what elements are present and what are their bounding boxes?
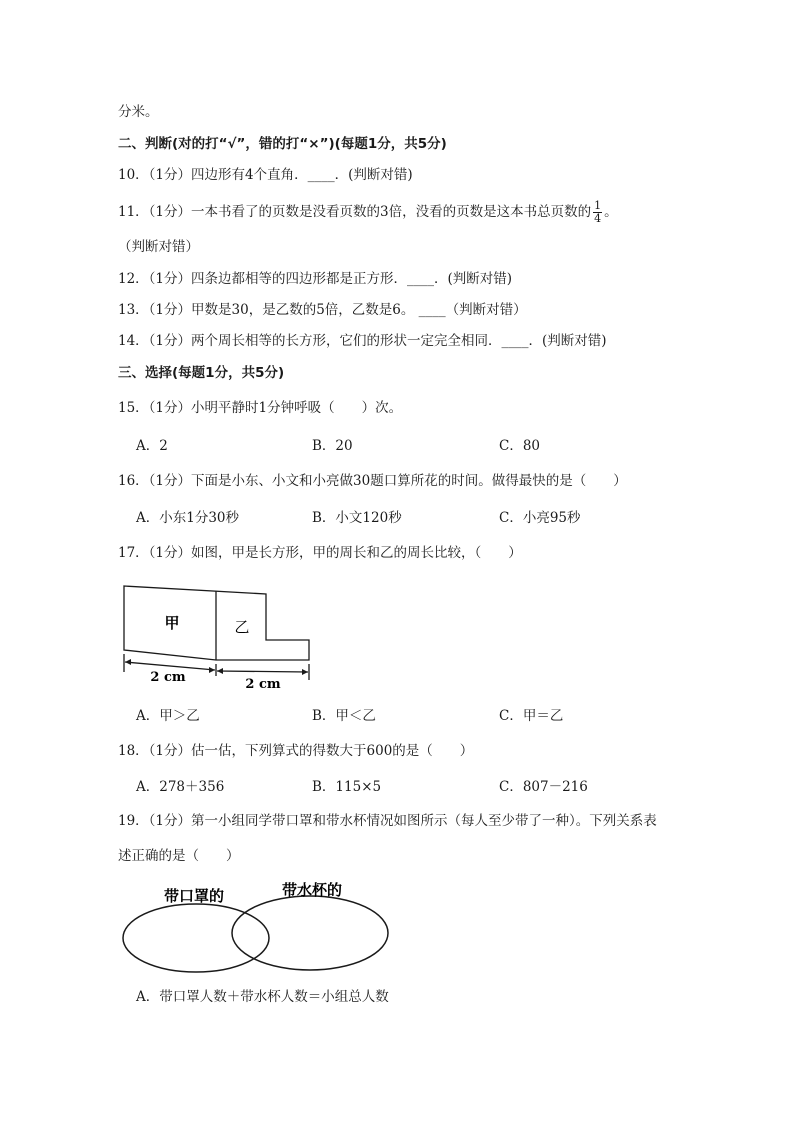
fraction-one-quarter	[593, 200, 602, 225]
venn-cup-ellipse	[232, 896, 388, 970]
section3-heading: 三、选择(每题1分，共5分)	[118, 365, 285, 381]
question-10: 10．（1分）四边形有4个直角．____．(判断对错)	[118, 167, 413, 183]
q15-option-c[interactable]: C．80	[499, 438, 541, 454]
question-11-tail: 。	[604, 204, 618, 220]
venn-diagram	[116, 876, 396, 976]
q18-option-c[interactable]: C．807－216	[499, 779, 588, 795]
question-12: 12．（1分）四条边都相等的四边形都是正方形．____．(判断对错)	[118, 271, 513, 287]
rectangle-figure	[116, 580, 320, 692]
dimension-line-left	[125, 662, 215, 670]
label-yi: 乙	[234, 618, 250, 636]
question-13: 13．（1分）甲数是30，是乙数的5倍，乙数是6。 ____（判断对错）	[118, 302, 527, 318]
continuation-text: 分米。	[118, 104, 159, 120]
section2-heading: 二、判断(对的打“√”，错的打“×”)(每题1分，共5分)	[118, 136, 447, 152]
q18-option-b[interactable]: B．115×5	[312, 779, 382, 795]
dimension-right-label: 2 cm	[245, 677, 281, 692]
question-19-line2: 述正确的是（ ）	[118, 848, 240, 864]
label-jia: 甲	[164, 614, 180, 632]
question-14: 14．（1分）两个周长相等的长方形，它们的形状一定完全相同．____．(判断对错)	[118, 333, 607, 349]
q16-option-c[interactable]: C．小亮95秒	[499, 510, 581, 526]
question-16: 16．（1分）下面是小东、小文和小亮做30题口算所花的时间。做得最快的是（ ）	[118, 473, 627, 489]
q17-option-c[interactable]: C．甲＝乙	[499, 708, 564, 724]
fraction-numerator: 1	[594, 199, 602, 212]
q18-option-a[interactable]: A．278＋356	[136, 779, 225, 795]
q15-option-a[interactable]: A．2	[136, 438, 168, 454]
question-19-line1: 19．（1分）第一小组同学带口罩和带水杯情况如图所示（每人至少带了一种）。下列关系表	[118, 813, 657, 829]
question-11	[118, 200, 618, 225]
fraction-denominator: 4	[594, 212, 602, 225]
dimension-left-label: 2 cm	[150, 670, 186, 685]
venn-mask-ellipse	[123, 904, 269, 972]
q16-option-b[interactable]: B．小文120秒	[312, 510, 402, 526]
question-11-text: 11．（1分）一本书看了的页数是没看页数的3倍，没看的页数是这本书总页数的	[118, 204, 592, 220]
question-18: 18．（1分）估一估，下列算式的得数大于600的是（ ）	[118, 743, 474, 759]
venn-label-mask: 带口罩的	[163, 887, 225, 905]
q16-option-a[interactable]: A．小东1分30秒	[136, 510, 240, 526]
venn-label-cup: 带水杯的	[281, 881, 343, 899]
q19-option-a[interactable]: A．带口罩人数＋带水杯人数＝小组总人数	[136, 989, 389, 1005]
question-15: 15．（1分）小明平静时1分钟呼吸（ ）次。	[118, 400, 403, 416]
q17-option-b[interactable]: B．甲＜乙	[312, 708, 376, 724]
dimension-line-right	[217, 671, 308, 672]
question-17: 17．（1分）如图，甲是长方形，甲的周长和乙的周长比较，（ ）	[118, 545, 522, 561]
q17-option-a[interactable]: A．甲＞乙	[136, 708, 200, 724]
q15-option-b[interactable]: B．20	[312, 438, 353, 454]
question-11-note: （判断对错）	[118, 239, 199, 255]
